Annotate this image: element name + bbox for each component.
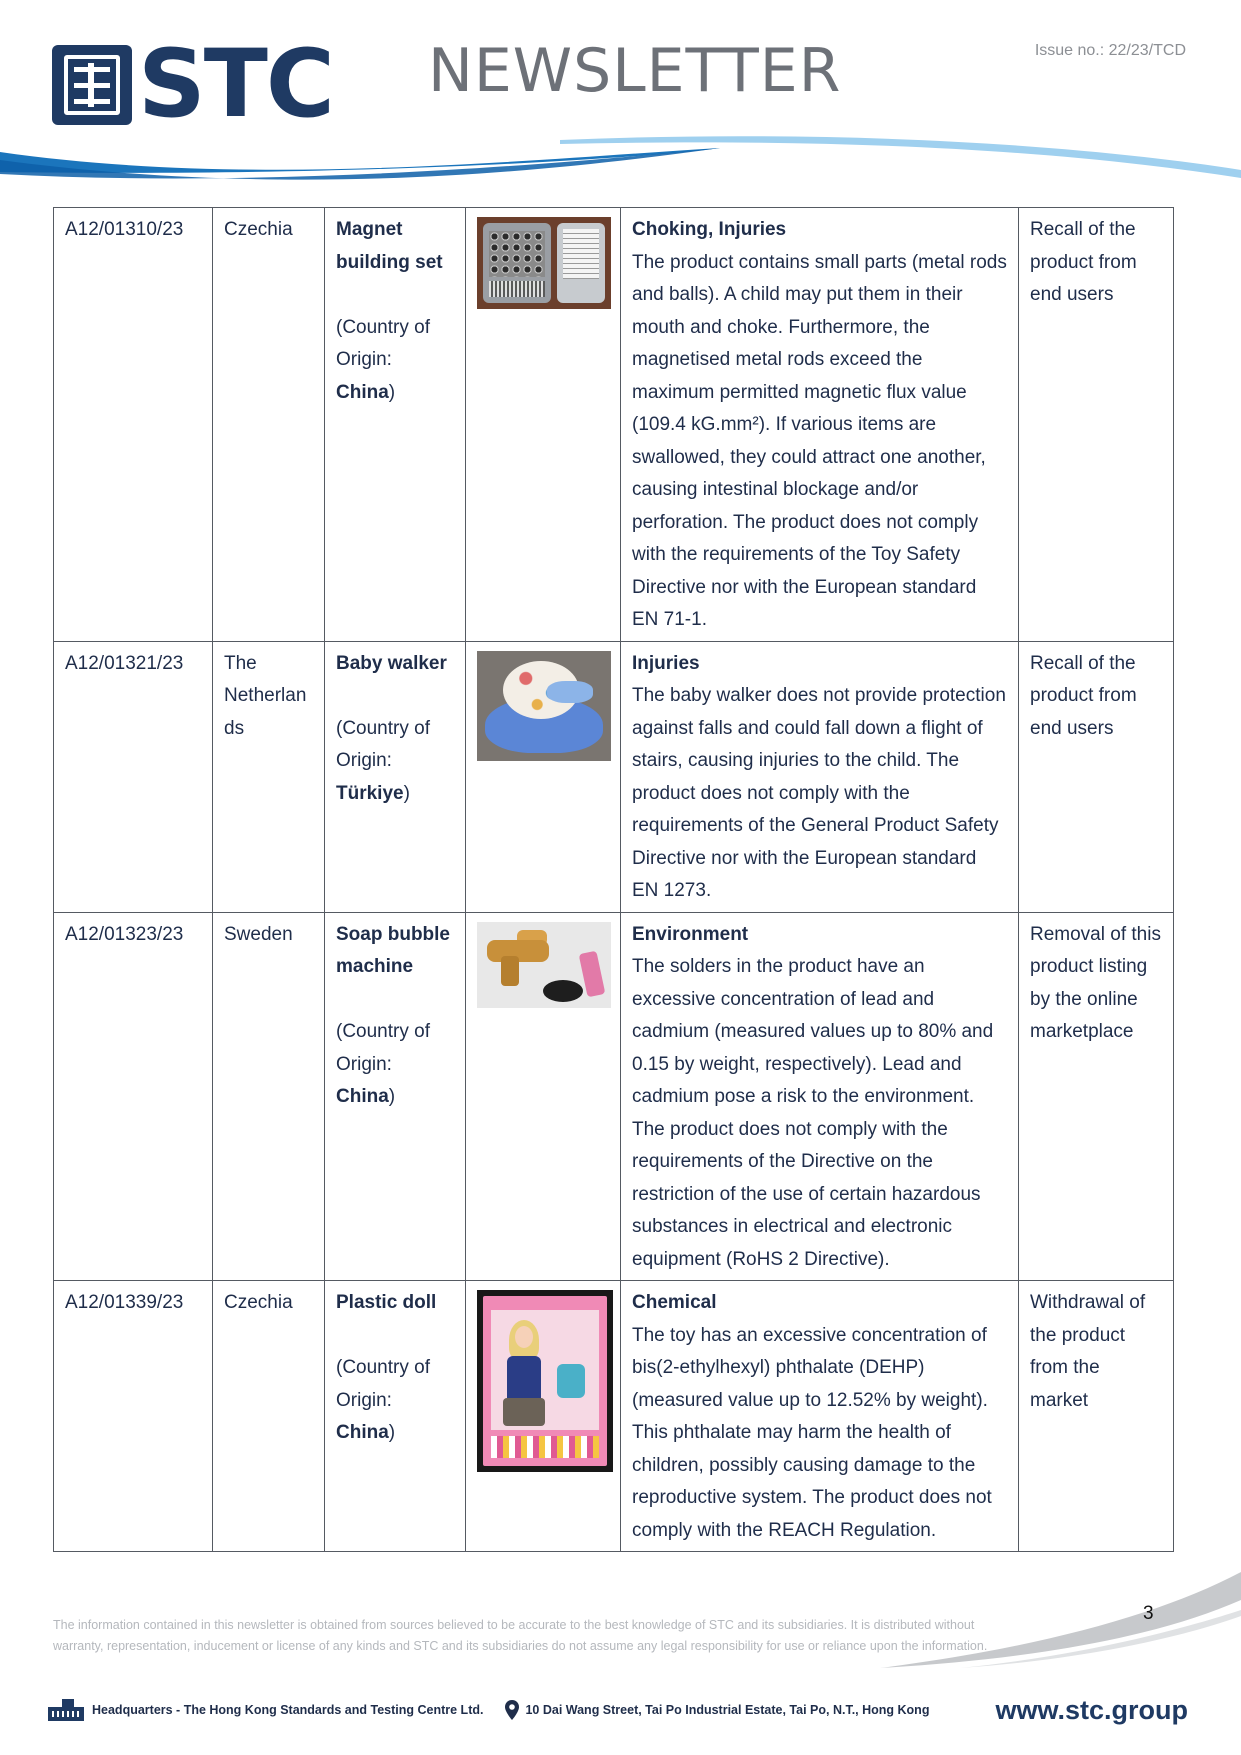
origin-label: (Country of Origin: (336, 316, 430, 370)
building-icon (48, 1699, 84, 1721)
notifying-country: Sweden (213, 912, 325, 1281)
soap-bubble-machine-image-icon (477, 922, 611, 1008)
product-name: Plastic doll (336, 1292, 437, 1313)
product-name: Soap bubble machine (336, 923, 450, 977)
table-row (54, 1281, 1174, 1552)
issue-number: Issue no.: 22/23/TCD (1034, 42, 1186, 59)
disclaimer: The information contained in this newsletter is obtained from sources believed to be accurate to the best knowledge of STC and its subsidiaries. It is distributed without warranty, representation, inducement or license of any kinds and STC and its subsidiaries do not assume any legal responsibility for use or reliance upon the information. (53, 1618, 988, 1653)
page-number: 3 (1143, 1603, 1154, 1624)
origin-close: ) (388, 381, 396, 403)
risk-description: The solders in the product have an excessive concentration of lead and cadmium (measured values up to 80% and 0.15 by weight, respectively). Lead and cadmium pose a risk to the environment. The product does not comply with the requirements of the Directive on the restriction of the use of certain hazardous substances in electrical and electronic equipment (RoHS 2 Directive). (632, 956, 994, 1270)
baby-walker-image-icon (477, 651, 611, 761)
risk-cell (621, 208, 1019, 642)
product-image-cell (466, 1281, 621, 1552)
risk-description: The toy has an excessive concentration of bis(2-ethylhexyl) phthalate (DEHP) (measured value up to 12.52% by weight). This phthalate may harm the health of children, possibly causing damage to the reproductive system. The product does not comply with the REACH Regulation. (632, 1324, 992, 1541)
product-name: Magnet building set (336, 219, 443, 273)
footer-bar (48, 1690, 1198, 1730)
product-image-cell (466, 641, 621, 912)
magnet-building-set-image-icon (477, 217, 611, 309)
origin-country: China (336, 381, 389, 403)
product-image-cell (466, 912, 621, 1281)
reference-number: A12/01321/23 (54, 641, 213, 912)
risk-description: The product contains small parts (metal rods and balls). A child may put them in their mouth and choke. Furthermore, the magnetised metal rods exceed the maximum permitted magnetic flux value (109.4 kG.mm²). If various items are swallowed, they could attract one another, causing intestinal blockage and/or perforation. The product does not comply with the requirements of the Toy Safety Directive nor with the European standard EN 71-1. (632, 251, 1007, 630)
risk-cell (621, 912, 1019, 1281)
recall-table (53, 207, 1174, 1552)
risk-type: Choking, Injuries (632, 219, 787, 240)
risk-type: Chemical (632, 1292, 717, 1313)
origin-label: (Country of Origin: (336, 1021, 430, 1075)
origin-close: ) (403, 782, 410, 804)
reference-number: A12/01339/23 (54, 1281, 213, 1552)
product-image-cell (466, 208, 621, 642)
reference-number: A12/01310/23 (54, 208, 213, 642)
measure: Recall of the product from end users (1019, 208, 1174, 642)
product-name: Baby walker (336, 652, 447, 674)
origin-close: ) (388, 1086, 396, 1107)
origin-country: China (336, 1086, 389, 1107)
notifying-country: The Netherlan ds (213, 641, 325, 912)
product-cell (325, 912, 466, 1281)
origin-country: China (336, 1422, 389, 1443)
risk-description: The baby walker does not provide protection against falls and could fall down a flight of stairs, causing injuries to the child. The product does not comply with the requirements of the General Product Safety Directive nor with the European standard EN 1273. (632, 685, 1006, 901)
risk-type: Environment (632, 923, 749, 945)
risk-cell (621, 1281, 1019, 1552)
measure: Recall of the product from end users (1019, 641, 1174, 912)
reference-number: A12/01323/23 (54, 912, 213, 1281)
stc-logo (52, 30, 333, 139)
website-link[interactable]: www.stc.group (995, 1694, 1188, 1725)
plastic-doll-image-icon (477, 1290, 613, 1472)
table-row (54, 912, 1174, 1281)
logo-text: STC (138, 30, 333, 139)
origin-label: (Country of Origin: (336, 1357, 430, 1411)
stc-logo-mark-icon (52, 45, 132, 125)
table-row (54, 208, 1174, 642)
product-cell (325, 208, 466, 642)
headquarters-text: Headquarters - The Hong Kong Standards and Testing Centre Ltd. (92, 1703, 484, 1717)
risk-type: Injuries (632, 652, 700, 674)
risk-cell (621, 641, 1019, 912)
header-swoosh (0, 130, 1241, 200)
origin-label: (Country of Origin: (336, 717, 430, 771)
location-pin-icon (505, 1700, 519, 1720)
measure: Removal of this product listing by the online marketplace (1019, 912, 1174, 1281)
measure: Withdrawal of the product from the market (1019, 1281, 1174, 1552)
table-row (54, 641, 1174, 912)
origin-country: Türkiye (336, 782, 404, 804)
notifying-country: Czechia (213, 1281, 325, 1552)
newsletter-title: NEWSLETTER (428, 36, 842, 106)
product-cell (325, 1281, 466, 1552)
origin-close: ) (388, 1422, 396, 1443)
product-cell (325, 641, 466, 912)
address-text: 10 Dai Wang Street, Tai Po Industrial Estate, Tai Po, N.T., Hong Kong (525, 1703, 930, 1717)
notifying-country: Czechia (213, 208, 325, 642)
